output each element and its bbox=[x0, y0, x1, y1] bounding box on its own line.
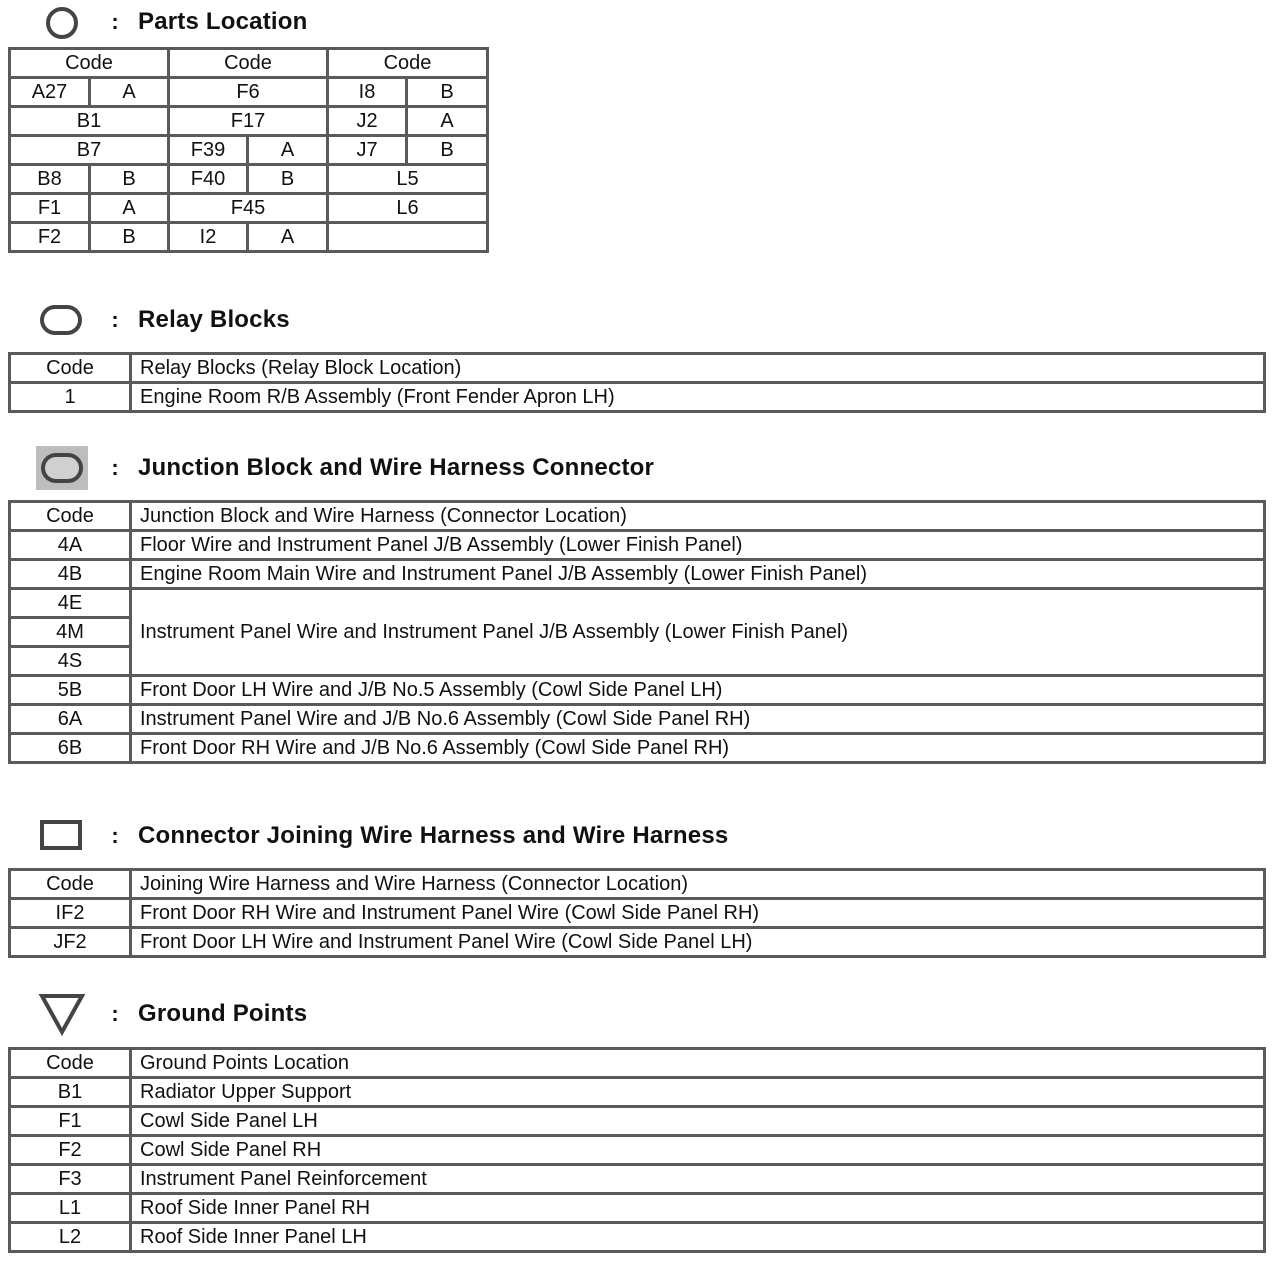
ground-points-header bbox=[32, 992, 307, 1036]
ground-location: Cowl Side Panel RH bbox=[131, 1136, 1265, 1165]
ground-code: F2 bbox=[10, 1136, 131, 1165]
part-area: A bbox=[90, 78, 169, 107]
part-code: I8 bbox=[328, 78, 407, 107]
triangle-icon bbox=[32, 992, 92, 1036]
ground-location: Roof Side Inner Panel LH bbox=[131, 1223, 1265, 1252]
table-row bbox=[10, 531, 1265, 560]
part-code: F2 bbox=[10, 223, 90, 252]
relay-blocks-header bbox=[32, 298, 290, 342]
part-area: B bbox=[90, 165, 169, 194]
part-area: A bbox=[248, 223, 328, 252]
ground-code: F3 bbox=[10, 1165, 131, 1194]
part-code: F39 bbox=[169, 136, 248, 165]
junction-block-title: Junction Block and Wire Harness Connector bbox=[138, 454, 655, 481]
part-code: B1 bbox=[10, 107, 169, 136]
table-header-row bbox=[10, 1049, 1265, 1078]
table-row bbox=[10, 1078, 1265, 1107]
table-row bbox=[10, 1165, 1265, 1194]
table-row bbox=[10, 734, 1265, 763]
part-code: B7 bbox=[10, 136, 169, 165]
colon: : bbox=[111, 823, 119, 848]
jb-code: 6A bbox=[10, 705, 131, 734]
col-header-location: Relay Blocks (Relay Block Location) bbox=[131, 354, 1265, 383]
parts-location-header bbox=[32, 0, 308, 44]
jb-location: Instrument Panel Wire and Instrument Panel J/B Assembly (Lower Finish Panel) bbox=[131, 589, 1265, 676]
part-code: L6 bbox=[328, 194, 488, 223]
relay-blocks-title: Relay Blocks bbox=[138, 306, 290, 333]
col-header-location: Ground Points Location bbox=[131, 1049, 1265, 1078]
part-code: F6 bbox=[169, 78, 328, 107]
part-area: B bbox=[407, 78, 488, 107]
jb-code: 6B bbox=[10, 734, 131, 763]
table-row bbox=[10, 1107, 1265, 1136]
connector-location: Front Door RH Wire and Instrument Panel Wire (Cowl Side Panel RH) bbox=[131, 899, 1265, 928]
part-code: L5 bbox=[328, 165, 488, 194]
colon: : bbox=[111, 1001, 119, 1026]
ground-code: L1 bbox=[10, 1194, 131, 1223]
connector-code: IF2 bbox=[10, 899, 131, 928]
parts-location-title: Parts Location bbox=[138, 8, 308, 35]
table-header-row bbox=[10, 354, 1265, 383]
part-code: F45 bbox=[169, 194, 328, 223]
relay-code: 1 bbox=[10, 383, 131, 412]
jb-code: 4B bbox=[10, 560, 131, 589]
part-code: F40 bbox=[169, 165, 248, 194]
part-code: I2 bbox=[169, 223, 248, 252]
part-area: B bbox=[90, 223, 169, 252]
table-row bbox=[10, 136, 488, 165]
ground-code: F1 bbox=[10, 1107, 131, 1136]
relay-blocks-table bbox=[8, 352, 1266, 413]
circle-icon bbox=[32, 0, 92, 44]
ground-code: L2 bbox=[10, 1223, 131, 1252]
jb-code: 4M bbox=[10, 618, 131, 647]
ground-points-table bbox=[8, 1047, 1266, 1253]
col-header-location: Joining Wire Harness and Wire Harness (Connector Location) bbox=[131, 870, 1265, 899]
empty-cell bbox=[328, 223, 488, 252]
table-row bbox=[10, 194, 488, 223]
table-row bbox=[10, 560, 1265, 589]
jb-location: Floor Wire and Instrument Panel J/B Assembly (Lower Finish Panel) bbox=[131, 531, 1265, 560]
jb-code: 4S bbox=[10, 647, 131, 676]
table-row bbox=[10, 899, 1265, 928]
part-code: F1 bbox=[10, 194, 90, 223]
col-header-code: Code bbox=[10, 354, 131, 383]
part-code: A27 bbox=[10, 78, 90, 107]
part-area: A bbox=[90, 194, 169, 223]
jb-location: Front Door LH Wire and J/B No.5 Assembly (Cowl Side Panel LH) bbox=[131, 676, 1265, 705]
table-row bbox=[10, 78, 488, 107]
table-row bbox=[10, 676, 1265, 705]
jb-location: Engine Room Main Wire and Instrument Panel J/B Assembly (Lower Finish Panel) bbox=[131, 560, 1265, 589]
ground-location: Cowl Side Panel LH bbox=[131, 1107, 1265, 1136]
col-header-code: Code bbox=[10, 1049, 131, 1078]
table-row bbox=[10, 589, 1265, 618]
colon: : bbox=[111, 9, 119, 34]
table-row bbox=[10, 928, 1265, 957]
table-row bbox=[10, 1223, 1265, 1252]
part-area: B bbox=[407, 136, 488, 165]
part-area: A bbox=[248, 136, 328, 165]
shaded-rounded-rectangle-icon bbox=[32, 446, 92, 490]
junction-block-table bbox=[8, 500, 1266, 764]
table-row bbox=[10, 1194, 1265, 1223]
col-header-location: Junction Block and Wire Harness (Connector Location) bbox=[131, 502, 1265, 531]
part-area: A bbox=[407, 107, 488, 136]
table-header-row bbox=[10, 870, 1265, 899]
jb-code: 5B bbox=[10, 676, 131, 705]
ground-points-title: Ground Points bbox=[138, 1000, 308, 1027]
col-header-code: Code bbox=[169, 49, 328, 78]
connector-joining-title: Connector Joining Wire Harness and Wire Harness bbox=[138, 822, 729, 849]
table-row bbox=[10, 1136, 1265, 1165]
table-header-row bbox=[10, 502, 1265, 531]
ground-location: Instrument Panel Reinforcement bbox=[131, 1165, 1265, 1194]
part-code: B8 bbox=[10, 165, 90, 194]
table-row bbox=[10, 165, 488, 194]
connector-joining-header bbox=[32, 814, 728, 858]
part-code: F17 bbox=[169, 107, 328, 136]
rounded-rectangle-icon bbox=[32, 298, 92, 342]
parts-location-table bbox=[8, 47, 489, 253]
connector-joining-table bbox=[8, 868, 1266, 958]
table-row bbox=[10, 705, 1265, 734]
ground-location: Radiator Upper Support bbox=[131, 1078, 1265, 1107]
connector-code: JF2 bbox=[10, 928, 131, 957]
ground-location: Roof Side Inner Panel RH bbox=[131, 1194, 1265, 1223]
jb-code: 4E bbox=[10, 589, 131, 618]
jb-code: 4A bbox=[10, 531, 131, 560]
table-row bbox=[10, 383, 1265, 412]
relay-location: Engine Room R/B Assembly (Front Fender Apron LH) bbox=[131, 383, 1265, 412]
col-header-code: Code bbox=[10, 49, 169, 78]
jb-location: Front Door RH Wire and J/B No.6 Assembly (Cowl Side Panel RH) bbox=[131, 734, 1265, 763]
col-header-code: Code bbox=[10, 502, 131, 531]
col-header-code: Code bbox=[328, 49, 488, 78]
table-row bbox=[10, 107, 488, 136]
table-row bbox=[10, 223, 488, 252]
ground-code: B1 bbox=[10, 1078, 131, 1107]
rectangle-icon bbox=[32, 814, 92, 858]
part-code: J7 bbox=[328, 136, 407, 165]
part-area: B bbox=[248, 165, 328, 194]
colon: : bbox=[111, 455, 119, 480]
col-header-code: Code bbox=[10, 870, 131, 899]
jb-location: Instrument Panel Wire and J/B No.6 Assembly (Cowl Side Panel RH) bbox=[131, 705, 1265, 734]
part-code: J2 bbox=[328, 107, 407, 136]
colon: : bbox=[111, 307, 119, 332]
junction-block-header bbox=[32, 446, 654, 490]
connector-location: Front Door LH Wire and Instrument Panel Wire (Cowl Side Panel LH) bbox=[131, 928, 1265, 957]
